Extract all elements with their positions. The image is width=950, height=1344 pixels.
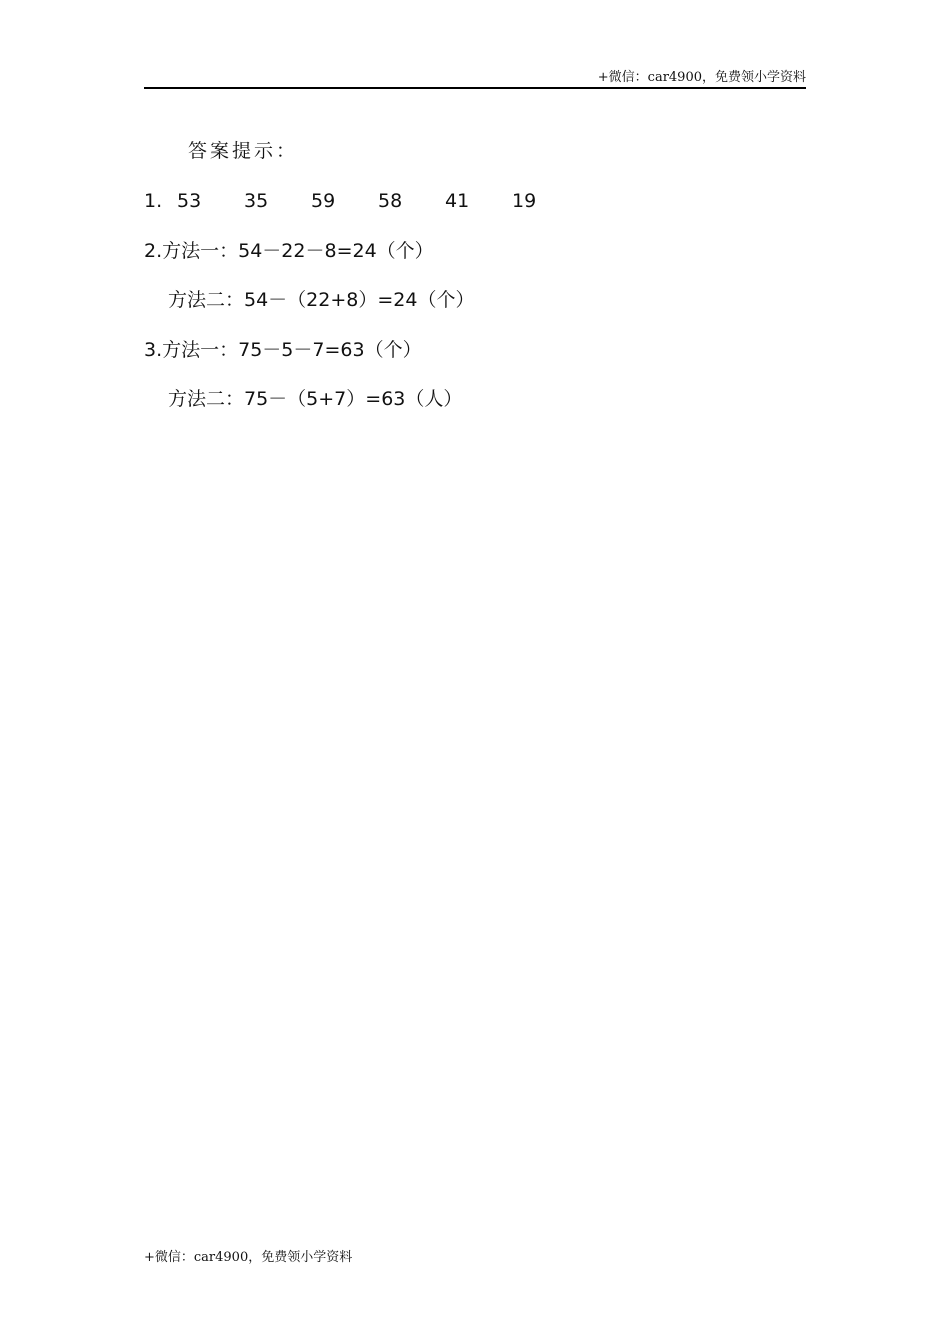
page-header-text: +微信：car4900，免费领小学资料 xyxy=(597,70,806,85)
question-1-label: 1. xyxy=(144,190,163,212)
answer-value: 41 xyxy=(445,190,470,212)
answer-value: 53 xyxy=(177,190,202,212)
question-2-method-2: 方法二：54－（22+8）=24（个） xyxy=(168,289,475,311)
page-footer-text: +微信：car4900，免费领小学资料 xyxy=(144,1250,353,1265)
answer-value: 59 xyxy=(311,190,336,212)
answer-value: 58 xyxy=(378,190,403,212)
answer-value: 35 xyxy=(244,190,269,212)
answer-value: 19 xyxy=(512,190,537,212)
question-3-method-2: 方法二：75－（5+7）=63（人） xyxy=(168,388,463,410)
header-divider xyxy=(144,87,806,89)
answer-title: 答案提示： xyxy=(188,140,299,162)
question-3-method-1: 3.方法一：75－5－7=63（个） xyxy=(144,339,422,361)
question-2-method-1: 2.方法一：54－22－8=24（个） xyxy=(144,240,434,262)
